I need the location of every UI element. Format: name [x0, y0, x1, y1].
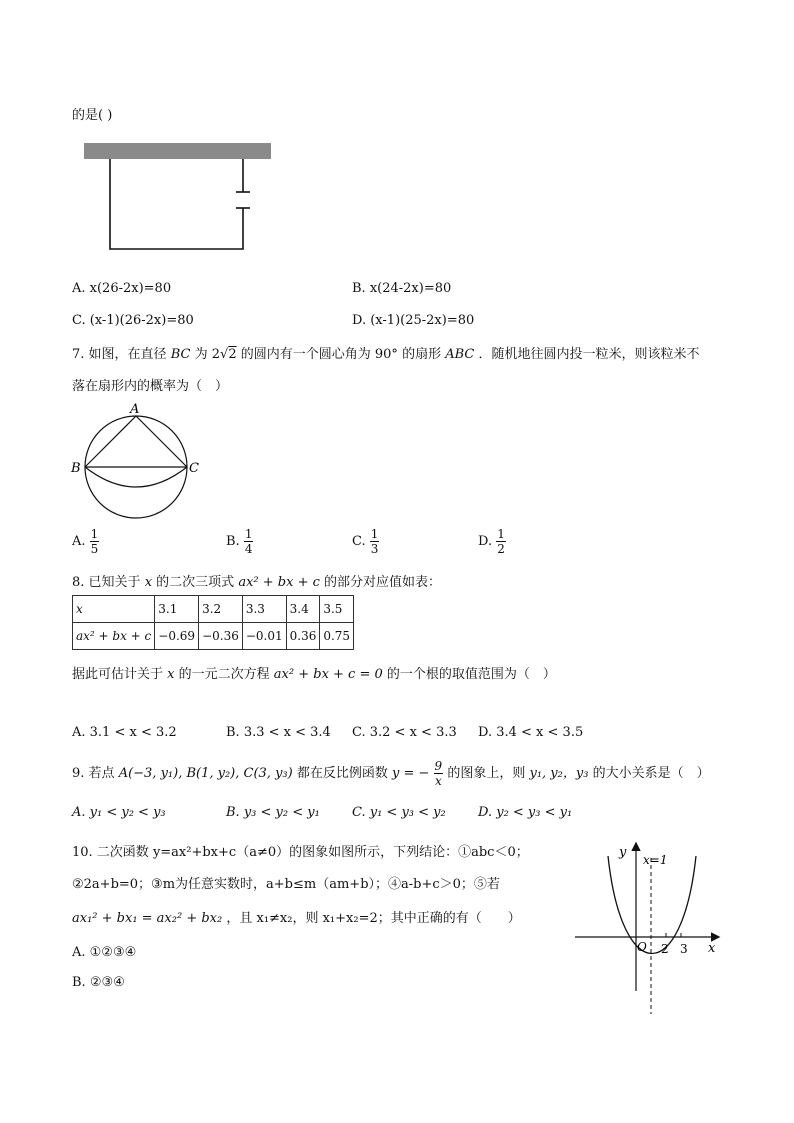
q7-option-b-letter: B. — [226, 534, 240, 549]
q7-option-c — [352, 527, 379, 556]
denominator: 5 — [90, 542, 99, 556]
q7-abc: ABC — [445, 347, 475, 362]
table-cell: 3.4 — [286, 596, 320, 623]
q8-estimate-line — [72, 663, 556, 682]
q8-option-b: B. 3.3 < x < 3.4 — [226, 725, 331, 740]
table-cell: −0.69 — [155, 623, 199, 650]
numerator: 1 — [370, 527, 379, 541]
q7-text-mid3: 的扇形 — [402, 347, 442, 362]
q10-expression: ax₁² + bx₁ = ax₂² + bx₂ — [72, 911, 223, 926]
q8-var-x: x — [167, 667, 175, 682]
numerator: 1 — [497, 527, 505, 541]
y-axis-label: y — [619, 845, 627, 860]
q7-bc: BC — [170, 347, 191, 362]
q10-stem-line1: 10. 二次函数 y=ax²+bx+c（a≠0）的图象如图所示，下列结论：①abc＜0； — [72, 845, 529, 860]
q8-poly: ax² + bx + c — [238, 575, 320, 590]
q8-text-mid: 的二次三项式 — [156, 575, 235, 590]
q6-option-d: D. (x-1)(25-2x)=80 — [352, 313, 475, 328]
table-head-x: x — [73, 596, 155, 623]
q7-option-a — [72, 527, 99, 556]
q9-stem — [72, 759, 710, 788]
q6-option-b: B. x(24-2x)=80 — [352, 281, 452, 296]
q7-text-mid1: 为 — [194, 347, 208, 362]
q9-text-mid: 都在反比例函数 — [296, 766, 388, 781]
denominator: 3 — [370, 542, 379, 556]
q7-option-c-fraction — [370, 527, 380, 556]
q7-diam-coef: 2 — [211, 347, 221, 362]
q8-stem — [72, 571, 441, 590]
table-cell: 3.3 — [242, 596, 286, 623]
q7-option-d — [478, 527, 506, 556]
q9-option-a: A. y₁ < y₂ < y₃ — [72, 805, 166, 820]
q9-option-d: D. y₂ < y₃ < y₁ — [478, 805, 573, 820]
q7-stem-line2: 落在扇形内的概率为（ ） — [72, 379, 229, 394]
table-cell: −0.01 — [242, 623, 286, 650]
numerator: 9 — [434, 759, 443, 773]
q7-option-d-fraction — [496, 527, 506, 556]
denominator: 4 — [244, 542, 253, 556]
table-cell: 0.75 — [320, 623, 354, 650]
q8-est-pre: 据此可估计关于 — [72, 667, 164, 682]
table-cell: 3.5 — [320, 596, 354, 623]
q6-fence-diagram — [80, 140, 280, 255]
q9-option-c: C. y₁ < y₃ < y₂ — [352, 805, 446, 820]
side-ab — [85, 416, 136, 467]
table-cell: 3.1 — [155, 596, 199, 623]
q10-option-b: B. ②③④ — [72, 975, 125, 990]
q10-parabola-graph — [570, 836, 730, 1016]
q8-est-post: 的一个根的取值范围为（ ） — [386, 667, 556, 682]
sector-arc — [85, 467, 187, 487]
q7-option-b — [226, 527, 253, 556]
q7-option-b-fraction — [244, 527, 254, 556]
q7-text-post: ．随机地往圆内投一粒米，则该粒米不 — [478, 347, 700, 362]
q6-option-c: C. (x-1)(26-2x)=80 — [72, 313, 194, 328]
denominator: 2 — [497, 542, 505, 556]
q7-angle: 90° — [374, 347, 398, 362]
label-a: A — [130, 402, 140, 417]
q10-stem-line2: ②2a+b=0；③m为任意实数时，a+b≤m（am+b）；④a-b+c＞0；⑤若 — [72, 877, 500, 892]
table-cell: −0.36 — [199, 623, 243, 650]
q8-text-post: 的部分对应值如表： — [324, 575, 442, 590]
denominator: x — [434, 774, 442, 788]
q7-diameter — [212, 347, 237, 362]
q8-value-table — [72, 595, 354, 650]
x-axis-label: x — [708, 941, 716, 956]
q10-stem-line3 — [72, 907, 521, 926]
q8-option-d: D. 3.4 < x < 3.5 — [478, 725, 584, 740]
q10-text-post: ，且 x₁≠x₂，则 x₁+x₂=2；其中正确的有（ ） — [226, 911, 521, 926]
q8-equation: ax² + bx + c = 0 — [273, 667, 383, 682]
wall-bar — [84, 143, 271, 159]
sqrt-icon: √ — [220, 347, 229, 362]
side-ac — [136, 416, 187, 467]
q7-diam-radicand: 2 — [228, 347, 237, 362]
table-head-poly: ax² + bx + c — [73, 623, 155, 650]
table-cell: 3.2 — [199, 596, 243, 623]
q9-points: A(−3, y₁), B(1, y₂), C(3, y₃) — [118, 766, 293, 781]
numerator: 1 — [90, 527, 99, 541]
q9-func-lhs: y = − — [392, 766, 430, 781]
q9-text-post: 的图象上，则 — [447, 766, 526, 781]
q6-stem-tail: 的是( ) — [72, 108, 113, 123]
label-c: C — [189, 461, 199, 476]
q7-circle-diagram — [66, 400, 206, 520]
q8-option-a: A. 3.1 < x < 3.2 — [72, 725, 177, 740]
q7-option-d-letter: D. — [478, 534, 493, 549]
q7-stem-line1 — [72, 343, 700, 362]
q7-text-mid2: 的圆内有一个圆心角为 — [240, 347, 371, 362]
fence-line — [110, 159, 243, 249]
q8-est-mid: 的一元二次方程 — [178, 667, 270, 682]
tick-2-label: 2 — [661, 942, 669, 956]
symmetry-label: x=1 — [643, 853, 668, 867]
q10-option-a: A. ①②③④ — [72, 945, 137, 960]
label-b: B — [71, 461, 81, 476]
q9-option-b: B. y₃ < y₂ < y₁ — [226, 805, 320, 820]
q7-text-pre: 7. 如图，在直径 — [72, 347, 167, 362]
q7-option-a-letter: A. — [72, 534, 86, 549]
table-cell: 0.36 — [286, 623, 320, 650]
table-row — [73, 596, 354, 623]
q9-text-tail: 的大小关系是（ ） — [592, 766, 710, 781]
table-row — [73, 623, 354, 650]
q8-var-x: x — [144, 575, 153, 590]
q8-option-c: C. 3.2 < x < 3.3 — [352, 725, 457, 740]
tick-3-label: 3 — [680, 942, 688, 956]
numerator: 1 — [244, 527, 253, 541]
q6-option-a: A. x(26-2x)=80 — [72, 281, 172, 296]
q9-text-pre: 9. 若点 — [72, 766, 115, 781]
q9-func-fraction — [434, 759, 444, 788]
origin-label: O — [637, 940, 647, 954]
parabola-curve — [608, 856, 696, 954]
q7-option-c-letter: C. — [352, 534, 366, 549]
q9-vars: y₁, y₂，y₃ — [529, 766, 589, 781]
q7-option-a-fraction — [90, 527, 100, 556]
q8-text-pre: 8. 已知关于 — [72, 575, 141, 590]
